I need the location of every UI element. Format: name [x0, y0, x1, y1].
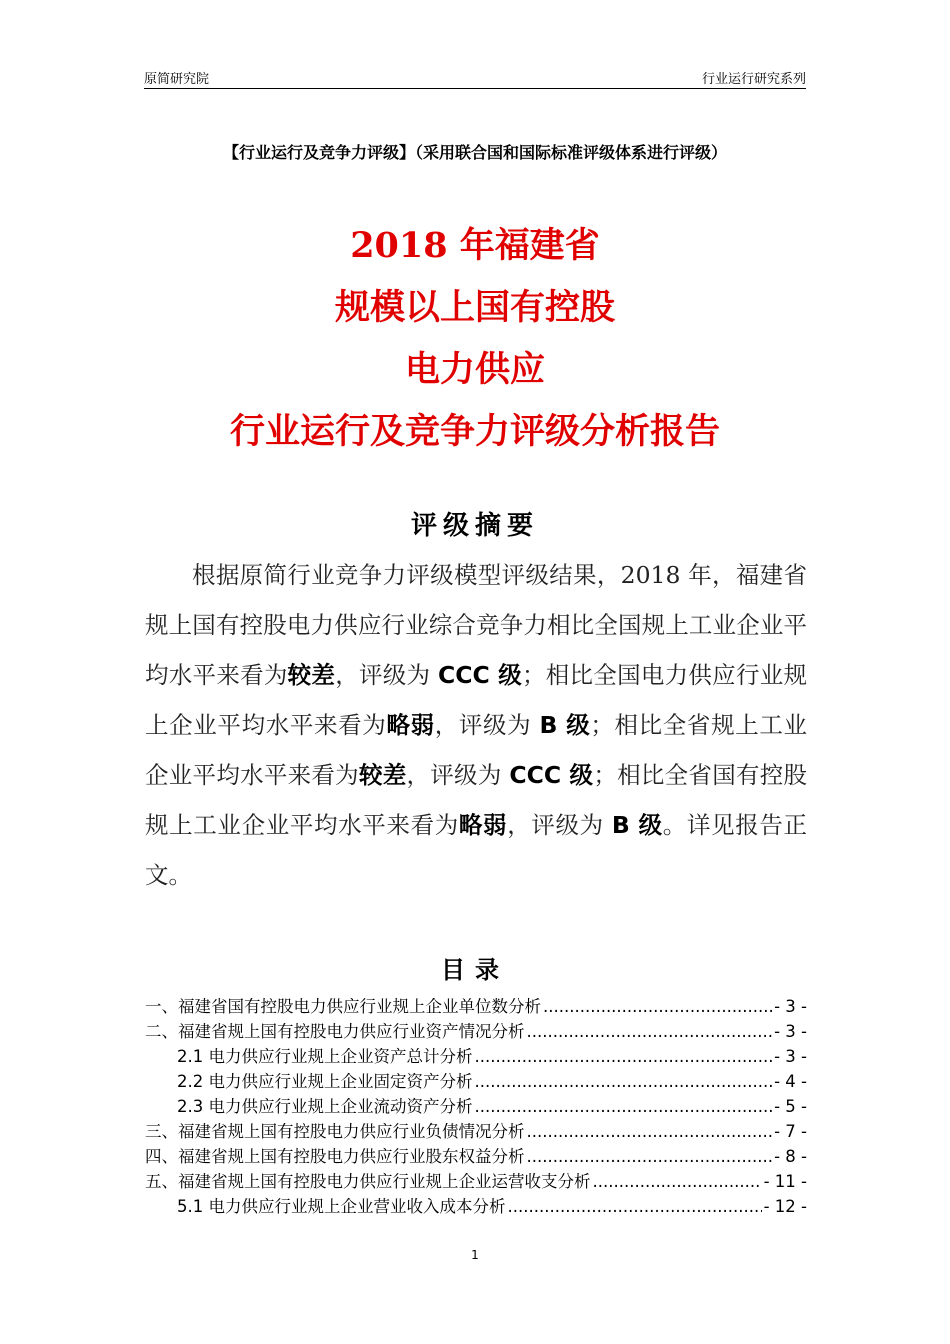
toc-leader [527, 1147, 773, 1166]
report-title [0, 215, 950, 463]
toc-label: 2.3 电力供应行业规上企业流动资产分析 [177, 1097, 473, 1116]
summary-text: ；相比全省国有控股规上工业企业平均水平来看为 [145, 761, 808, 839]
toc-leader [543, 997, 772, 1016]
toc-page: - 11 - [763, 1172, 807, 1191]
toc-page: - 3 - [774, 1022, 807, 1041]
toc-entry[interactable] [145, 1193, 807, 1218]
toc-label: 五、福建省规上国有控股电力供应行业规上企业运营收支分析 [145, 1172, 591, 1191]
toc-leader [527, 1122, 773, 1141]
summary-heading: 评级摘要 [410, 511, 539, 541]
table-of-contents [145, 993, 807, 1218]
header-right: 行业运行研究系列 [701, 72, 806, 87]
toc-leader [508, 1197, 762, 1216]
summary-paragraph [145, 550, 807, 900]
summary-text: ，评级为 [507, 811, 612, 839]
page-header [144, 68, 806, 89]
tagline: 【行业运行及竞争力评级】（采用联合国和国际标准评级体系进行评级） [222, 143, 727, 162]
toc-page: - 3 - [774, 997, 807, 1016]
rating-emphasis: CCC 级 [509, 761, 594, 789]
title-line: 电力供应 [404, 349, 545, 390]
rating-emphasis: B 级 [611, 811, 663, 839]
summary-text: ；相比全国电力供应行业规上企业平均水平来看为 [145, 661, 808, 739]
rating-emphasis: CCC 级 [438, 661, 522, 689]
toc-heading: 目录 [441, 956, 509, 984]
title-line: 2018 年福建省 [350, 225, 600, 266]
toc-entry[interactable] [145, 993, 807, 1018]
page-number: 1 [471, 1248, 479, 1262]
title-line: 规模以上国有控股 [334, 287, 615, 328]
summary-text: ；相比全省规上工业企业平均水平来看为 [145, 711, 808, 789]
toc-page: - 8 - [774, 1147, 807, 1166]
toc-page: - 4 - [774, 1072, 807, 1091]
toc-leader [475, 1072, 773, 1091]
toc-page: - 12 - [763, 1197, 807, 1216]
header-left: 原简研究院 [144, 72, 210, 87]
summary-text: ，评级为 [406, 761, 510, 789]
toc-page: - 5 - [774, 1097, 807, 1116]
summary-text: ，评级为 [335, 661, 439, 689]
toc-page: - 7 - [774, 1122, 807, 1141]
rating-emphasis: 较差 [358, 761, 407, 789]
toc-entry[interactable] [145, 1068, 807, 1093]
summary-text: 。详见报告正文。 [145, 811, 808, 889]
toc-leader [593, 1172, 762, 1191]
toc-entry[interactable] [145, 1043, 807, 1068]
rating-emphasis: 略弱 [458, 811, 508, 839]
toc-entry[interactable] [145, 1093, 807, 1118]
summary-text: 根据原简行业竞争力评级模型评级结果，2018 年，福建省规上国有控股电力供应行业综合竞争力相比全国规上工业企业平均水平来看为 [145, 561, 807, 689]
toc-label: 2.2 电力供应行业规上企业固定资产分析 [177, 1072, 473, 1091]
toc-leader [527, 1022, 773, 1041]
toc-leader [475, 1097, 773, 1116]
toc-label: 5.1 电力供应行业规上企业营业收入成本分析 [177, 1197, 506, 1216]
toc-label: 四、福建省规上国有控股电力供应行业股东权益分析 [145, 1147, 525, 1166]
toc-entry[interactable] [145, 1168, 807, 1193]
toc-label: 一、福建省国有控股电力供应行业规上企业单位数分析 [145, 997, 541, 1016]
rating-emphasis: B 级 [539, 711, 591, 739]
summary-text: ，评级为 [434, 711, 540, 739]
rating-emphasis: 略弱 [386, 711, 435, 739]
toc-label: 二、福建省规上国有控股电力供应行业资产情况分析 [145, 1022, 525, 1041]
toc-page: - 3 - [774, 1047, 807, 1066]
toc-label: 三、福建省规上国有控股电力供应行业负债情况分析 [145, 1122, 525, 1141]
toc-label: 2.1 电力供应行业规上企业资产总计分析 [177, 1047, 473, 1066]
title-line: 行业运行及竞争力评级分析报告 [229, 411, 720, 452]
rating-emphasis: 较差 [287, 661, 336, 689]
toc-leader [475, 1047, 773, 1066]
toc-entry[interactable] [145, 1018, 807, 1043]
toc-entry[interactable] [145, 1143, 807, 1168]
toc-entry[interactable] [145, 1118, 807, 1143]
